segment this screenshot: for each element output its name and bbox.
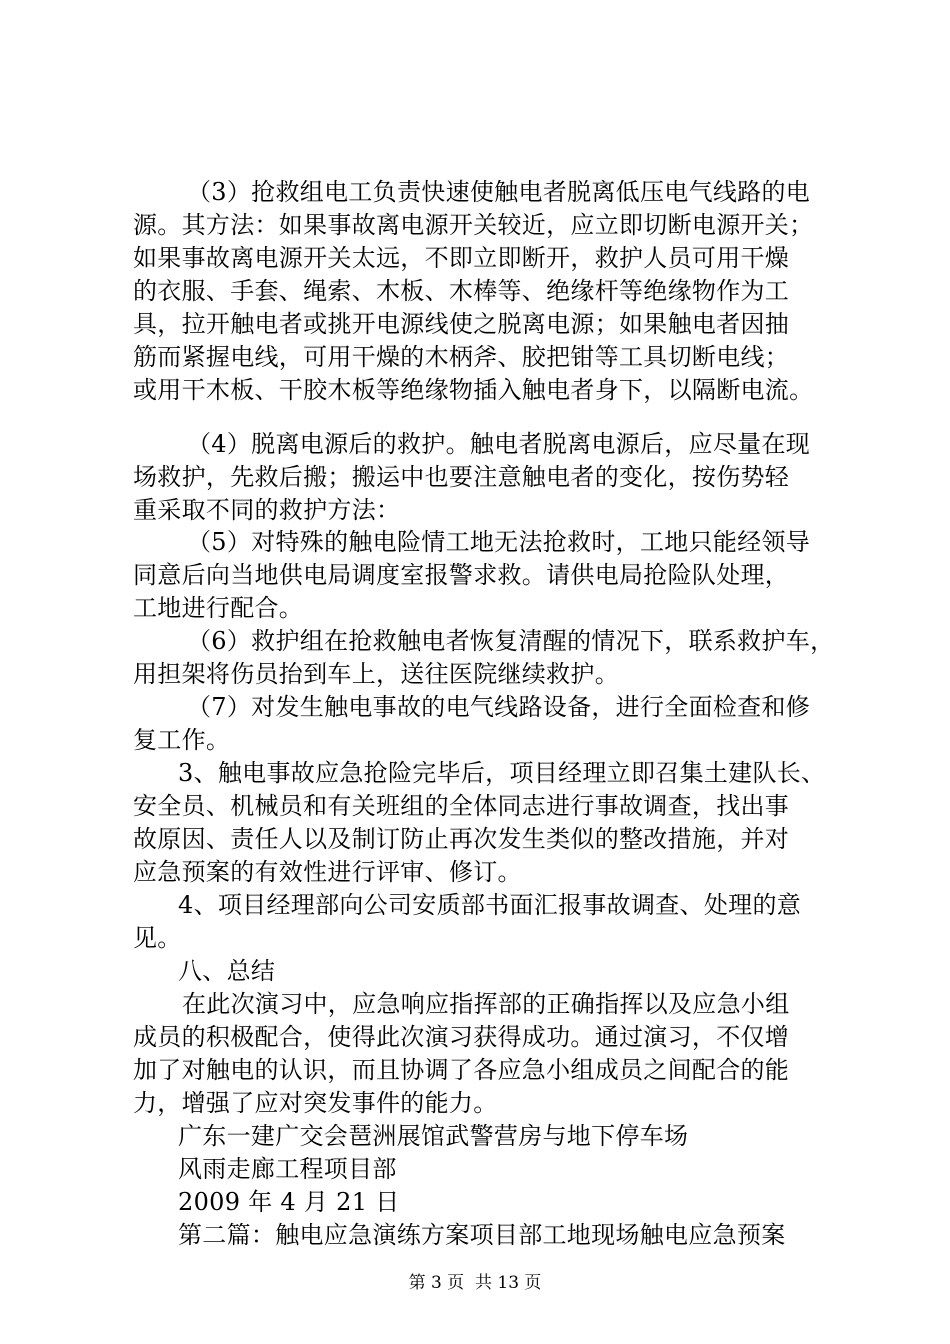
paragraph-line: 重采取不同的救护方法：: [133, 496, 401, 524]
paragraph-line: 在此次演习中，应急响应指挥部的正确指挥以及应急小组: [182, 990, 790, 1018]
next-chapter-title: 第二篇：触电应急演练方案项目部工地现场触电应急预案: [178, 1221, 786, 1249]
paragraph-line: （7）对发生触电事故的电气线路设备，进行全面检查和修: [187, 693, 811, 721]
paragraph-line: 4、项目经理部向公司安质部书面汇报事故调查、处理的意: [178, 891, 802, 919]
paragraph-line: 的衣服、手套、绳索、木板、木棒等、绝缘杆等绝缘物作为工: [133, 277, 790, 305]
signature-org-line: 广东一建广交会琶洲展馆武警营房与地下停车场: [178, 1122, 689, 1150]
paragraph-line: 应急预案的有效性进行评审、修订。: [133, 858, 522, 886]
paragraph-line: 筋而紧握电线，可用干燥的木柄斧、胶把钳等工具切断电线；: [133, 343, 790, 371]
paragraph-line: 源。其方法：如果事故离电源开关较近，应立即切断电源开关；: [133, 211, 814, 239]
paragraph-line: 用担架将伤员抬到车上，送往医院继续救护。: [133, 660, 619, 688]
paragraph-line: 工地进行配合。: [133, 594, 304, 622]
paragraph-line: 复工作。: [133, 726, 231, 754]
paragraph-line: （5）对特殊的触电险情工地无法抢救时，工地只能经领导: [187, 528, 811, 556]
paragraph-line: 见。: [133, 924, 182, 952]
paragraph-line: 力，增强了应对突发事件的能力。: [133, 1089, 498, 1117]
paragraph-line: （3）抢救组电工负责快速使触电者脱离低压电气线路的电: [187, 178, 811, 206]
paragraph-line: 安全员、机械员和有关班组的全体同志进行事故调查，找出事: [133, 792, 790, 820]
page-number-footer: 第 3 页 共 13 页: [408, 1273, 542, 1293]
paragraph-line: 场救护，先救后搬；搬运中也要注意触电者的变化，按伤势轻: [133, 463, 790, 491]
paragraph-line: 具，拉开触电者或挑开电源线使之脱离电源；如果触电者因抽: [133, 310, 790, 338]
paragraph-line: （6）救护组在抢救触电者恢复清醒的情况下，联系救护车，: [187, 627, 835, 655]
paragraph-line: 3、触电事故应急抢险完毕后，项目经理立即召集土建队长、: [178, 759, 826, 787]
paragraph-line: 或用干木板、干胶木板等绝缘物插入触电者身下，以隔断电流。: [133, 376, 814, 404]
paragraph-line: 成员的积极配合，使得此次演习获得成功。通过演习，不仅增: [133, 1023, 790, 1051]
paragraph-line: 如果事故离电源开关太远，不即立即断开，救护人员可用干燥: [133, 244, 790, 272]
paragraph-line: 故原因、责任人以及制订防止再次发生类似的整改措施，并对: [133, 825, 790, 853]
paragraph-line: （4）脱离电源后的救护。触电者脱离电源后，应尽量在现: [187, 430, 811, 458]
section-heading: 八、总结: [178, 957, 276, 985]
signature-dept-line: 风雨走廊工程项目部: [178, 1155, 397, 1183]
paragraph-line: 加了对触电的认识，而且协调了各应急小组成员之间配合的能: [133, 1056, 790, 1084]
signature-date: 2009 年 4 月 21 日: [178, 1188, 400, 1216]
paragraph-line: 同意后向当地供电局调度室报警求救。请供电局抢险队处理，: [133, 561, 790, 589]
